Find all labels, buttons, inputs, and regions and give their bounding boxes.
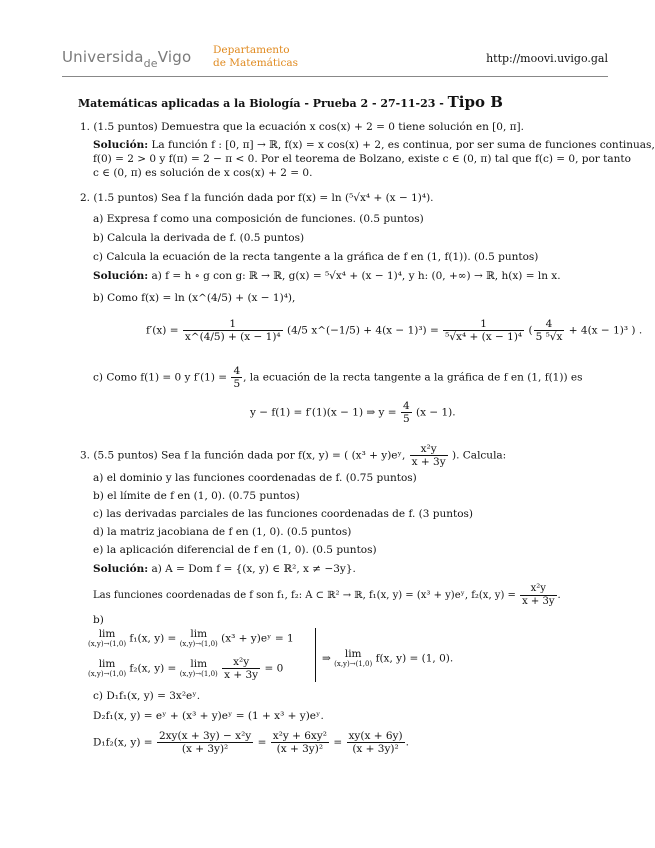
deriv-fraction-2	[443, 318, 524, 343]
q2-statement: 2. (1.5 puntos) Sea f la función dada por f(x) = ln (⁵√x⁴ + (x − 1)⁴).	[80, 192, 434, 204]
deriv-f3-num: 4	[545, 318, 553, 330]
q3-stmt-den: x + 3y	[411, 456, 446, 468]
tangent-pre: y − f(1) = f′(1)(x − 1) ⇒ y =	[250, 406, 397, 419]
coord-post: .	[557, 590, 561, 601]
q2-solution-c	[93, 365, 583, 390]
coord-pre: Las funciones coordenadas de f son f₁, f₂: A ⊂ ℝ² → ℝ, f₁(x, y) = (x³ + y)eʸ, f₂(x, y) =	[93, 590, 516, 601]
tangent-post: (x − 1).	[415, 406, 456, 419]
q3-solution-c-2: D₂f₁(x, y) = eʸ + (x³ + y)eʸ = (1 + x³ + y)eʸ.	[93, 710, 324, 722]
deriv-f1-den: x^(4/5) + (x − 1)⁴	[184, 331, 281, 343]
q3-statement-pre: 3. (5.5 puntos) Sea f la función dada por f(x, y) = ( (x³ + y)eʸ,	[80, 449, 406, 462]
q3-statement-fraction	[410, 443, 448, 468]
q3-part-e: e) la aplicación diferencial de f en (1, 0). (0.5 puntos)	[93, 544, 377, 556]
limit-line-2	[88, 656, 283, 681]
q3-solution-a	[93, 563, 356, 577]
c3-den-3: (x + 3y)²	[347, 742, 405, 755]
q1-solution-line-3: c ∈ (0, π) es solución de x cos(x) + 2 = 0.	[93, 167, 313, 179]
q2-sol-c-post: , la ecuación de la recta tangente a la gráfica de f en (1, f(1)) es	[243, 371, 583, 384]
q3-part-c: c) las derivadas parciales de las funciones coordenadas de f. (3 puntos)	[93, 508, 474, 520]
q2-part-b: b) Calcula la derivada de f. (0.5 puntos)	[93, 232, 305, 244]
coord-num: x²y	[530, 583, 546, 594]
logo-de: de	[143, 57, 158, 70]
q2-sol-c-pre: c) Como f(1) = 0 y f′(1) =	[93, 371, 228, 384]
q2-solution-b-intro: b) Como f(x) = ln (x^(4/5) + (x − 1)⁴),	[93, 292, 296, 304]
q3-part-b: b) el límite de f en (1, 0). (0.75 puntos)	[93, 490, 300, 502]
equals-sign: =	[333, 736, 343, 749]
q3-solution-c-1: c) D₁f₁(x, y) = 3x²eʸ.	[93, 690, 201, 702]
c3-fraction-3	[347, 730, 405, 755]
lim1-rhs: (x³ + y)eʸ = 1	[221, 632, 294, 645]
q3-sol-a-text: a) A = Dom f = {(x, y) ∈ ℝ², x ≠ −3y}.	[148, 563, 356, 575]
logo-text-end: Vigo	[157, 48, 192, 66]
q3-coordinate-functions	[93, 583, 561, 608]
lim2-num: x²y	[233, 656, 250, 668]
solution-label: Solución:	[93, 270, 149, 282]
q2-sol-a-text: a) f = h ∘ g con g: ℝ → ℝ, g(x) = ⁵√x⁴ + (x − 1)⁴, y h: (0, +∞) → ℝ, h(x) = ln x.	[148, 270, 561, 282]
deriv-tail: + 4(x − 1)³ ) .	[568, 324, 643, 337]
q1-statement: 1. (1.5 puntos) Demuestra que la ecuación x cos(x) + 2 = 0 tiene solución en [0, π].	[80, 121, 524, 133]
limit-result-value: f(x, y) = (1, 0).	[375, 652, 454, 665]
q3-statement-post: ). Calcula:	[452, 449, 507, 462]
tangent-num: 4	[402, 400, 410, 412]
c3-num-2: x²y + 6xy²	[272, 730, 327, 742]
limit-operator: lim (x,y)→(1,0)	[179, 658, 218, 678]
q2-sol-c-num: 4	[233, 365, 241, 377]
q2-part-a: a) Expresa f como una composición de funciones. (0.5 puntos)	[93, 213, 424, 225]
c3-den-1: (x + 3y)²	[157, 742, 253, 755]
q2-sol-c-den: 5	[233, 378, 241, 390]
university-logo	[62, 48, 191, 68]
c3-pre: D₁f₂(x, y) =	[93, 736, 153, 749]
limit-operator: lim (x,y)→(1,0)	[179, 628, 218, 648]
site-url: http://moovi.uvigo.gal	[486, 52, 608, 65]
title-main: Matemáticas aplicadas a la Biología - Prueba 2 - 27-11-23 -	[78, 97, 448, 110]
q2-part-c: c) Calcula la ecuación de la recta tangente a la gráfica de f en (1, f(1)). (0.5 puntos)	[93, 251, 539, 263]
q3-part-a: a) el dominio y las funciones coordenadas de f. (0.75 puntos)	[93, 472, 417, 484]
deriv-fraction-1	[183, 318, 283, 343]
logo-text: Universida	[62, 48, 144, 66]
q3-stmt-num: x²y	[420, 443, 437, 455]
c3-num-3: xy(x + 6y)	[348, 730, 403, 742]
c3-fraction-1	[157, 730, 253, 755]
q2-sol-c-fraction	[231, 365, 242, 390]
c3-fraction-2	[271, 730, 329, 755]
q3-part-d: d) la matriz jacobiana de f en (1, 0). (0.5 puntos)	[93, 526, 352, 538]
solution-label: Solución:	[93, 139, 149, 151]
deriv-middle: (4/5 x^(−1/5) + 4(x − 1)³) =	[286, 324, 439, 337]
limit-operator: lim (x,y)→(1,0)	[334, 648, 373, 668]
q2-solution-a	[93, 270, 561, 284]
limit-operator: lim (x,y)→(1,0)	[88, 658, 127, 678]
header	[62, 44, 608, 76]
deriv-lhs: f′(x) =	[146, 324, 179, 337]
lim2-rhs: = 0	[264, 662, 284, 675]
limit-system-bar	[315, 628, 316, 682]
q1-sol-text-1: La función f : [0, π] → ℝ, f(x) = x cos(x) + 2, es continua, por ser suma de funciones continuas,	[148, 139, 655, 151]
q2-derivative-equation: f′(x) = $\frac{1}{\text{x\textasciicircum{}(4/5) + (x − 1)⁴}}$ (4/5 x^(−1/5) + 4(x − 1)³) = $\frac{1}{\text{⁵√x⁴ + (x − 1)⁴}}$ ( $\frac{4}{\text{5 ⁵√x}}$ + 4(x − 1)³ ) .	[146, 318, 643, 343]
dept-line-2: de Matemáticas	[213, 57, 299, 69]
q2-tangent-equation	[250, 400, 456, 425]
tangent-den: 5	[402, 413, 410, 425]
lim2-function: f₂(x, y) =	[129, 662, 177, 675]
coord-fraction	[520, 583, 556, 608]
exam-title	[78, 93, 503, 113]
equals-sign: =	[257, 736, 267, 749]
q1-solution-line-2: f(0) = 2 > 0 y f(π) = 2 − π < 0. Por el teorema de Bolzano, existe c ∈ (0, π) tal que f(c) = 0, por tanto	[93, 153, 631, 165]
q3-solution-b-label: b)	[93, 614, 104, 626]
implies-symbol: ⇒	[322, 652, 331, 665]
limit-line-1	[88, 629, 294, 648]
dept-line-1: Departamento	[213, 44, 290, 56]
coord-den: x + 3y	[522, 596, 555, 607]
header-rule	[62, 76, 608, 77]
c3-den-2: (x + 3y)²	[271, 742, 329, 755]
q3-statement	[80, 443, 506, 468]
deriv-f1-num: 1	[229, 318, 237, 330]
lim2-fraction	[222, 656, 260, 681]
title-tipo: Tipo B	[447, 93, 503, 111]
deriv-fraction-3	[534, 318, 565, 343]
tangent-fraction	[401, 400, 412, 425]
lim2-den: x + 3y	[224, 669, 259, 681]
limit-result	[322, 649, 453, 668]
c3-num-1: 2xy(x + 3y) − x²y	[158, 730, 252, 742]
limit-operator: lim (x,y)→(1,0)	[88, 628, 127, 648]
end-dot: .	[405, 736, 409, 749]
department-name	[213, 44, 298, 70]
deriv-f2-num: 1	[480, 318, 487, 330]
deriv-f3-den: 5 ⁵√x	[535, 331, 563, 343]
solution-label: Solución:	[93, 563, 149, 575]
q1-solution-line-1	[93, 139, 655, 153]
lim1-function: f₁(x, y) =	[129, 632, 177, 645]
q3-solution-c-3	[93, 730, 409, 755]
deriv-f2-den: ⁵√x⁴ + (x − 1)⁴	[445, 331, 523, 343]
